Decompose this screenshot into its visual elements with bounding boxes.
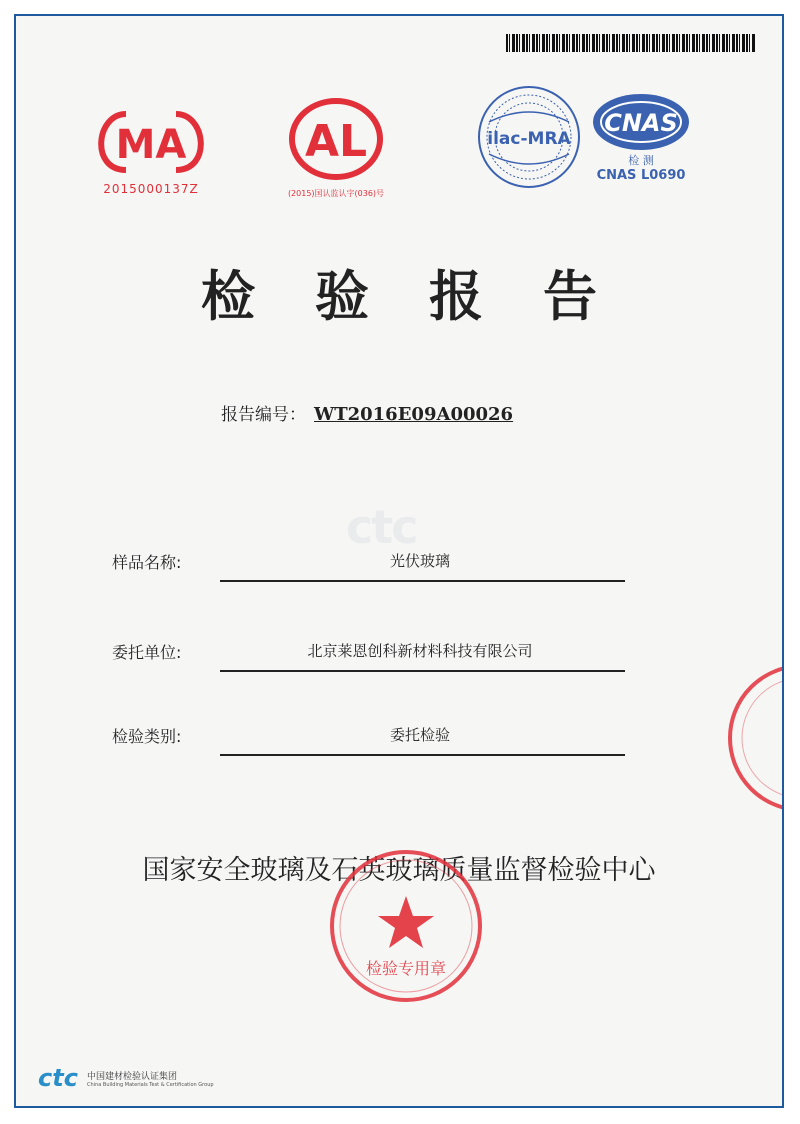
cal-mark-icon (271, 94, 401, 184)
ctc-watermark: ctc (346, 500, 417, 554)
report-number-value: WT2016E09A00026 (314, 404, 514, 425)
partial-seal-icon (722, 658, 784, 818)
official-seal (326, 846, 486, 1006)
cma-mark-icon (86, 102, 216, 182)
footer-group-logo (38, 1064, 214, 1092)
report-cover (14, 14, 784, 1108)
cma-number: 2015000137Z (103, 182, 199, 196)
field-underline (220, 580, 625, 582)
footer-names (87, 1069, 214, 1088)
cnas-number: CNAS L0690 (596, 168, 686, 183)
field-test-type (112, 724, 450, 747)
field-label: 样品名称: (112, 553, 182, 572)
group-name-cn: 中国建材检验认证集团 (87, 1071, 178, 1082)
report-number-row (221, 400, 513, 425)
cnas-mark-icon (586, 88, 696, 168)
field-value: 委托检验 (389, 726, 450, 744)
field-label: 检验类别: (112, 727, 182, 746)
report-number-label: 报告编号： (221, 405, 306, 425)
ilac-globe-icon (474, 82, 584, 192)
seal-text: 检验专用章 (365, 959, 447, 978)
ilac-mra-logo (474, 82, 584, 192)
field-sample-name (112, 550, 450, 573)
field-underline (220, 670, 625, 672)
cma-mark-text: MA (115, 122, 187, 168)
field-value: 北京莱恩创科新材料科技有限公司 (307, 642, 533, 660)
field-client (112, 640, 533, 663)
cal-number: (2015)国认监认字(036)号 (287, 189, 385, 198)
seal-star-icon (326, 846, 486, 1006)
field-label: 委托单位: (112, 643, 182, 662)
cma-logo (86, 102, 216, 202)
barcode (506, 34, 756, 52)
cal-mark-text: AL (304, 116, 368, 167)
field-underline (220, 754, 625, 756)
ctc-logo: ctc (38, 1064, 78, 1092)
cross-page-seal (722, 658, 784, 818)
cnas-label: 检 测 (628, 154, 654, 167)
cnas-logo (586, 88, 696, 198)
ilac-mark-text: ilac-MRA (487, 129, 571, 149)
cnas-mark-text: CNAS (604, 109, 678, 137)
group-name-en: China Building Materials Test & Certification Group (87, 1081, 214, 1088)
report-title: 检验报告 (201, 264, 657, 328)
cal-logo (271, 94, 401, 204)
field-value: 光伏玻璃 (389, 552, 450, 570)
issuing-center-name: 国家安全玻璃及石英玻璃质量监督检验中心 (142, 855, 656, 886)
